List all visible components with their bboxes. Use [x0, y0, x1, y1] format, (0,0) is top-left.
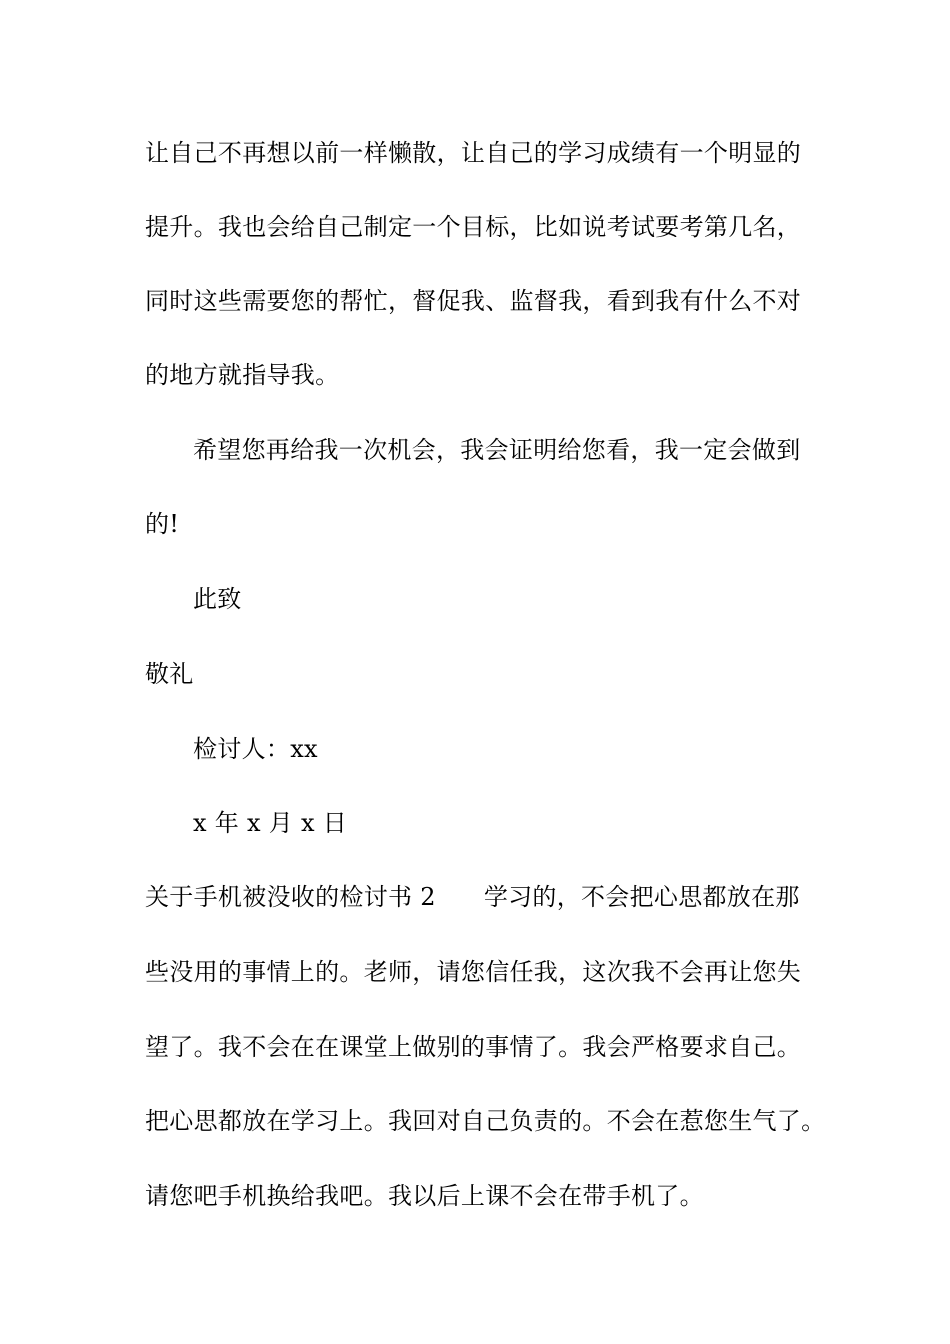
closing-text: 此致 — [193, 585, 242, 613]
paragraph-line: 请您吧手机换给我吧。我以后上课不会在带手机了。 — [145, 1182, 704, 1210]
salute-text: 敬礼 — [145, 660, 194, 688]
paragraph-line: 的地方就指导我。 — [145, 361, 340, 389]
section-first-line: 学习的，不会把心思都放在那 — [483, 883, 800, 911]
paragraph-line: 望了。我不会在在课堂上做别的事情了。我会严格要求自己。 — [145, 1033, 802, 1061]
signature-text: 检讨人：xx — [193, 735, 318, 763]
paragraph-line: 提升。我也会给自己制定一个目标，比如说考试要考第几名， — [145, 213, 802, 241]
paragraph-line: 些没用的事情上的。老师，请您信任我，这次我不会再让您失 — [145, 958, 802, 986]
paragraph-line: 把心思都放在学习上。我回对自己负责的。不会在惹您生气了。 — [145, 1107, 826, 1135]
paragraph-line: 同时这些需要您的帮忙，督促我、监督我，看到我有什么不对 — [145, 287, 802, 315]
section-heading: 关于手机被没收的检讨书 2 — [145, 883, 436, 911]
section-heading-line — [145, 882, 800, 912]
paragraph-line: 让自己不再想以前一样懒散，让自己的学习成绩有一个明显的 — [145, 139, 802, 167]
date-text: x 年 x 月 x 日 — [193, 809, 348, 837]
paragraph-line: 希望您再给我一次机会，我会证明给您看，我一定会做到 — [193, 436, 801, 464]
paragraph-line: 的! — [145, 510, 180, 538]
